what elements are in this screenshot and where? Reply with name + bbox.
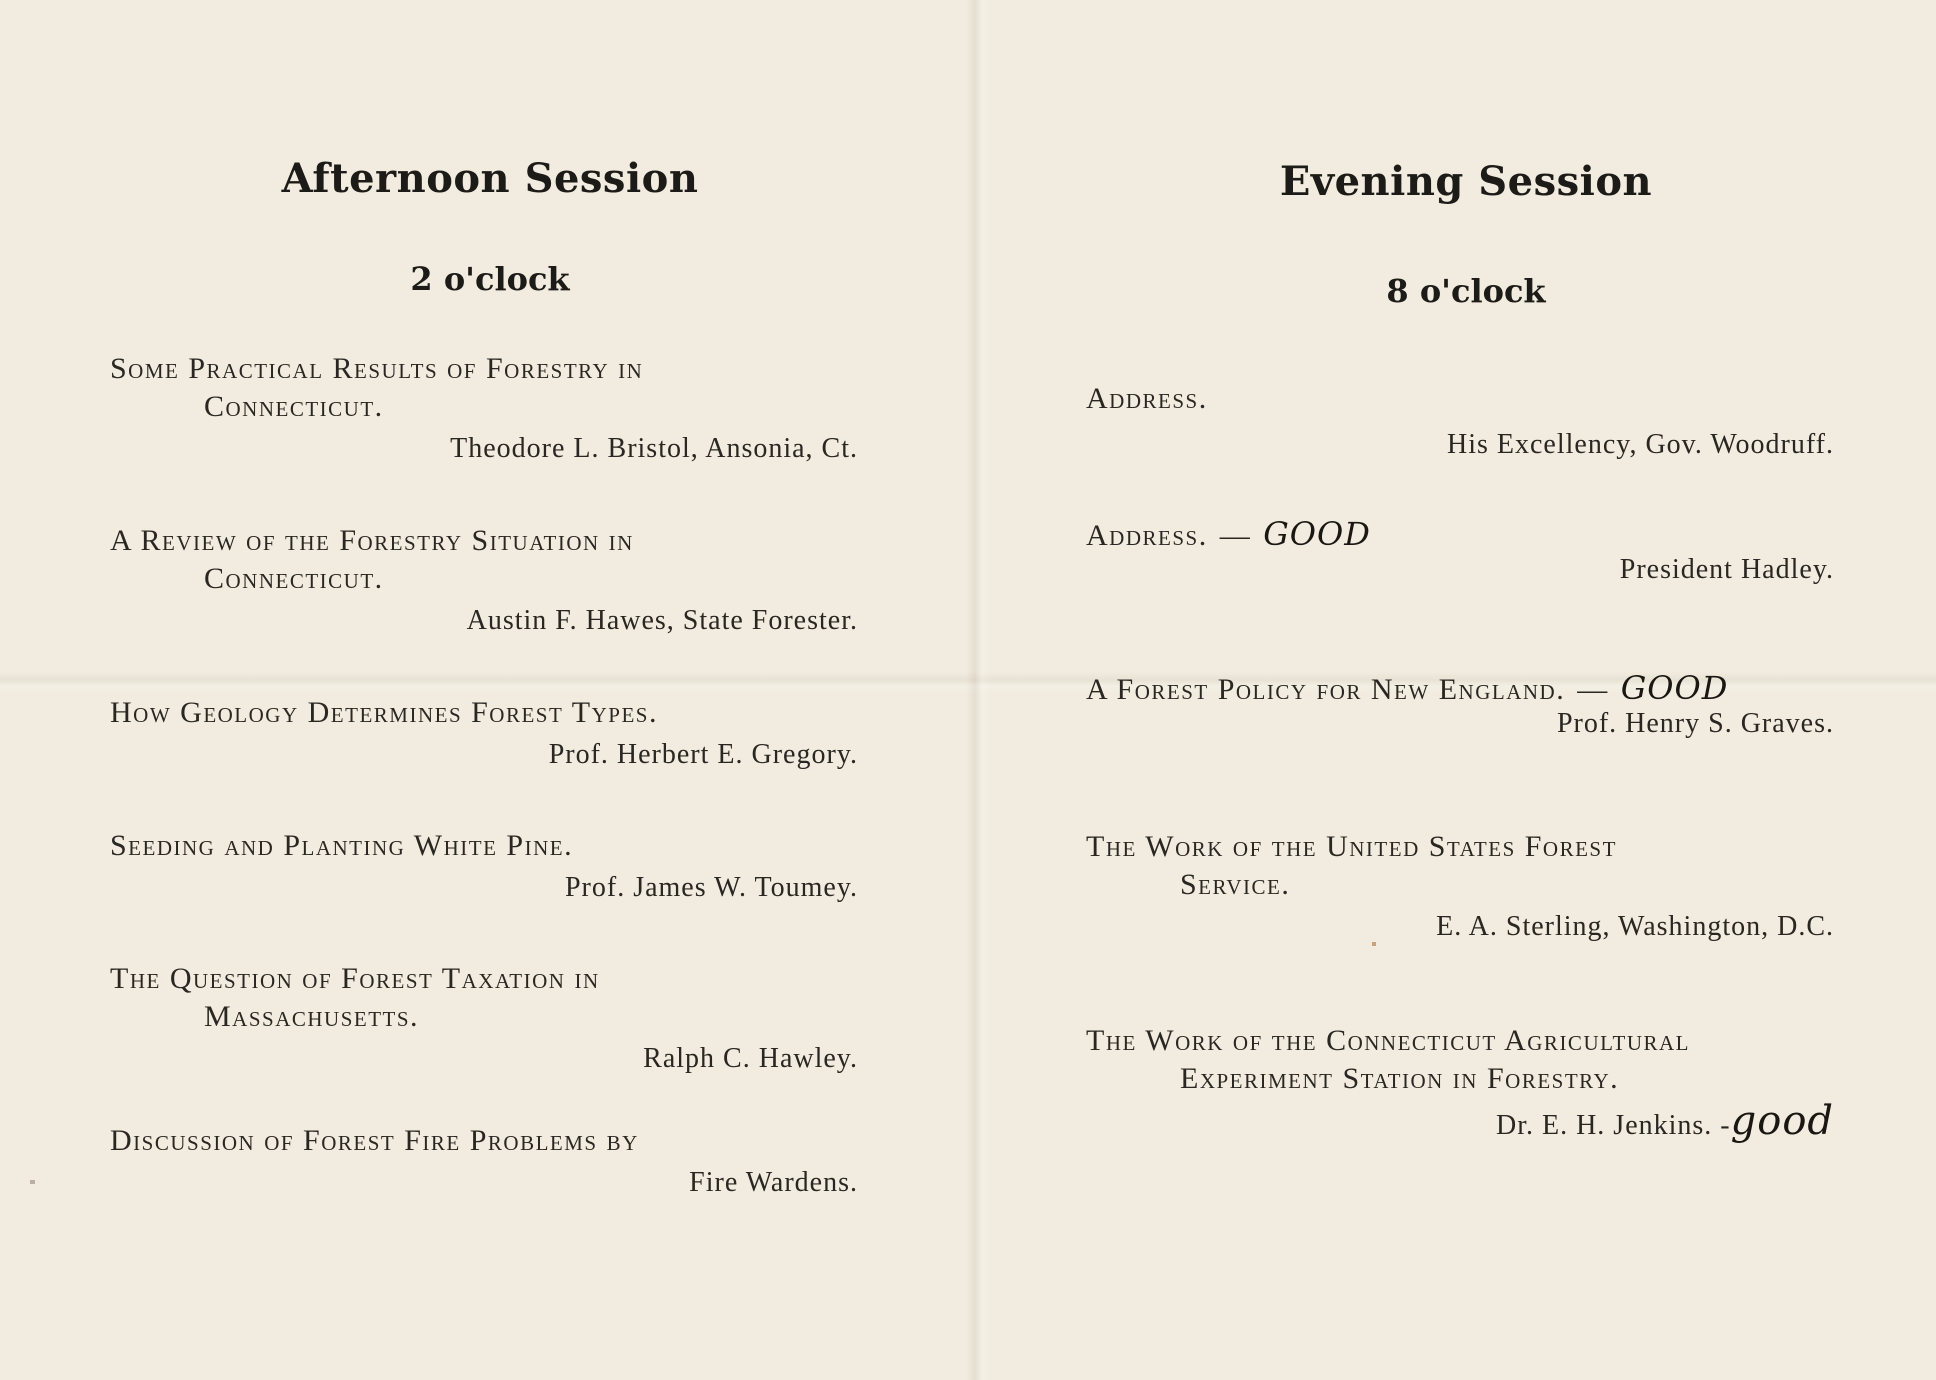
agenda-item — [110, 1122, 870, 1202]
topic: Discussion of Forest Fire Problems by — [110, 1124, 639, 1157]
topic: A Forest Policy for New England. — good — [1086, 656, 1729, 710]
speaker: Prof. Henry S. Graves. — [1556, 708, 1834, 739]
topic: A Review of the Forestry Situation in Connecticut. — [110, 524, 634, 595]
agenda-item — [1086, 1022, 1846, 1145]
agenda-item — [1086, 656, 1846, 743]
speaker: His Excellency, Gov. Woodruff. — [1447, 429, 1834, 460]
agenda-item — [1086, 380, 1846, 464]
afternoon-time: 2 o'clock — [410, 260, 570, 298]
paper-speck — [1372, 942, 1376, 946]
speaker: President Hadley. — [1619, 554, 1834, 585]
agenda-item — [110, 522, 870, 640]
speaker: Austin F. Hawes, State Forester. — [466, 605, 858, 636]
topic: Address. — [1086, 382, 1208, 415]
topic: Some Practical Results of Forestry in Connecticut. — [110, 352, 644, 423]
handwritten-note: good — [1620, 656, 1729, 710]
agenda-item — [110, 960, 870, 1078]
evening-time: 8 o'clock — [1386, 272, 1546, 310]
agenda-item — [1086, 502, 1846, 589]
speaker: Dr. E. H. Jenkins. -good — [1495, 1098, 1834, 1144]
handwritten-note: good — [1730, 1098, 1834, 1144]
topic: The Work of the United States Forest Service. — [1086, 830, 1617, 901]
speaker: Fire Wardens. — [689, 1167, 858, 1198]
paper-speck — [30, 1180, 35, 1184]
topic: The Work of the Connecticut Agricultural Experiment Station in Forestry. — [1086, 1024, 1690, 1095]
handwritten-note: good — [1263, 502, 1371, 556]
speaker: E. A. Sterling, Washington, D.C. — [1436, 911, 1834, 942]
speaker: Prof. Herbert E. Gregory. — [548, 739, 858, 770]
agenda-item — [110, 694, 870, 774]
topic: Seeding and Planting White Pine. — [110, 829, 574, 862]
topic: The Question of Forest Taxation in Massachusetts. — [110, 962, 600, 1033]
topic: How Geology Determines Forest Types. — [110, 696, 658, 729]
agenda-item — [110, 350, 870, 468]
evening-title: Evening Session — [1279, 158, 1653, 205]
speaker: Theodore L. Bristol, Ansonia, Ct. — [450, 433, 858, 464]
topic: Address. — good — [1086, 502, 1371, 556]
agenda-item — [110, 827, 870, 907]
speaker: Prof. James W. Toumey. — [564, 872, 858, 903]
afternoon-title: Afternoon Session — [281, 155, 699, 202]
speaker: Ralph C. Hawley. — [643, 1043, 858, 1074]
agenda-item — [1086, 828, 1846, 946]
